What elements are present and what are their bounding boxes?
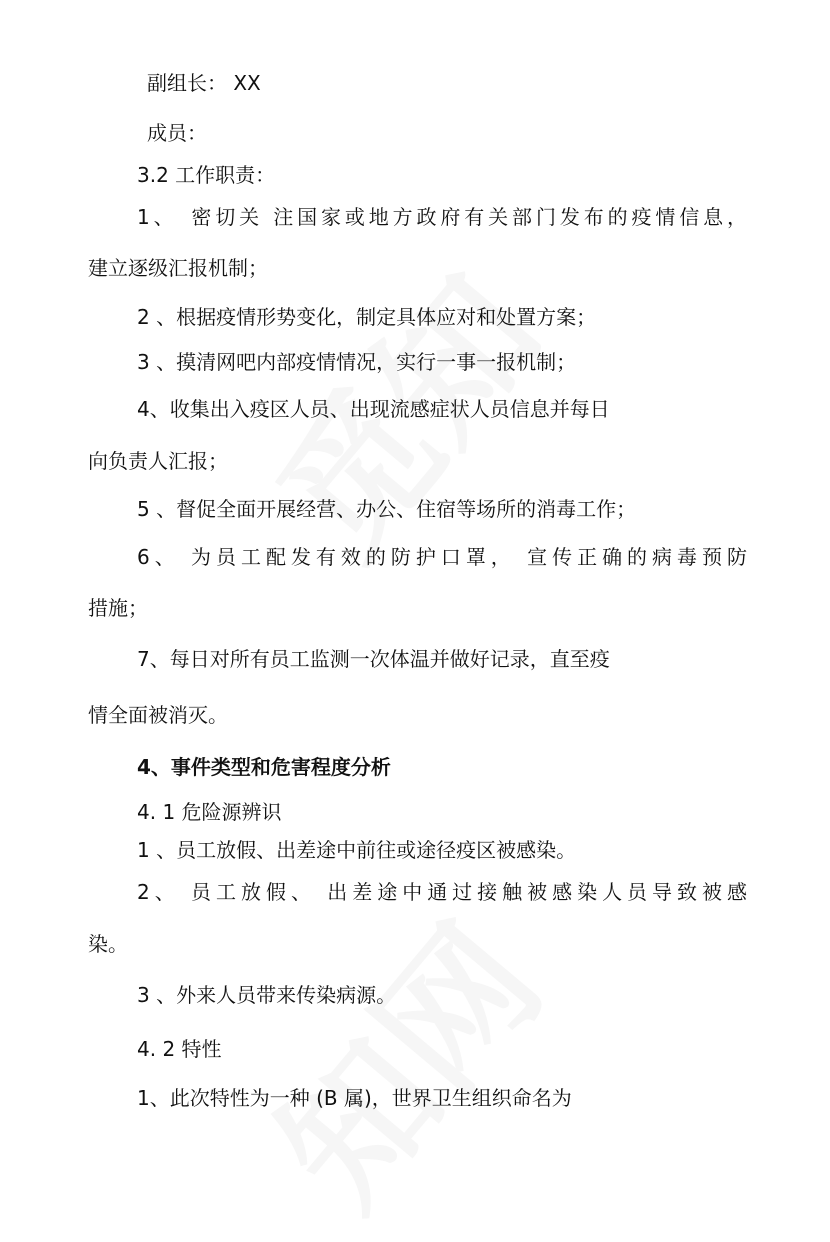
text-line: 向负责人汇报； [88,449,228,473]
section-heading: 4、事件类型和危害程度分析 [137,755,391,779]
text-line: 成员： [147,121,207,145]
text-line: 7、每日对所有员工监测一次体温并做好记录，直至疫 [137,647,610,671]
text-line: 6、 为员工配发有效的防护口罩， 宣传正确的病毒预防 [137,545,747,569]
text-line: 1、此次特性为一种 (B 属)，世界卫生组织命名为 [137,1086,572,1110]
text-line: 5 、督促全面开展经营、办公、住宿等场所的消毒工作； [137,497,637,521]
subsection-heading: 4. 2 特性 [137,1037,222,1061]
text-line: 1 、员工放假、出差途中前往或途径疫区被感染。 [137,838,577,862]
text-line: 副组长： XX [147,71,261,95]
text-line: 情全面被消灭。 [88,703,228,727]
watermark [221,874,579,1242]
text-line: 2 、根据疫情形势变化，制定具体应对和处置方案； [137,305,597,329]
text-line: 1、 密切关 注国家或地方政府有关部门发布的疫情信息， [137,205,747,229]
text-line: 3 、摸清网吧内部疫情情况，实行一事一报机制； [137,350,577,374]
text-line: 4、收集出入疫区人员、出现流感症状人员信息并每日 [137,397,610,421]
text-line: 措施； [88,596,148,620]
text-line: 建立逐级汇报机制； [88,256,268,280]
section-heading: 3.2 工作职责： [137,163,276,187]
subsection-heading: 4. 1 危险源辨识 [137,800,282,824]
text-line: 3 、外来人员带来传染病源。 [137,983,397,1007]
text-line: 染。 [88,932,128,956]
text-line: 2、 员工放假、 出差途中通过接触被感染人员导致被感 [137,880,747,904]
